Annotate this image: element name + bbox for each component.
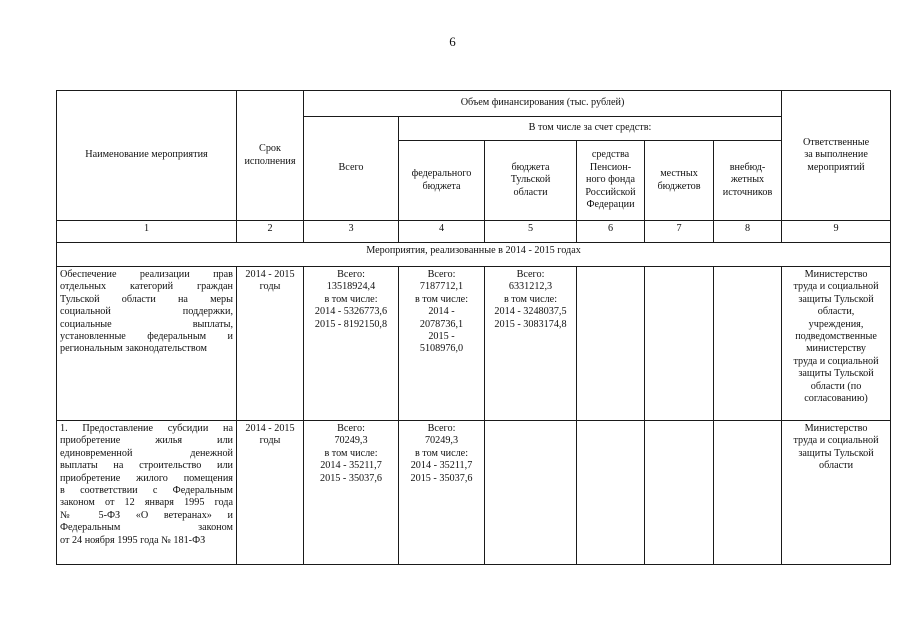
header-pension: средства Пенсион- ного фонда Российской Федерации xyxy=(577,141,645,221)
row-term: 2014 - 2015 годы xyxy=(237,421,304,565)
column-number: 4 xyxy=(399,221,485,243)
financing-table xyxy=(56,90,891,565)
row-extra xyxy=(714,267,782,421)
row-total: Всего: 13518924,4 в том числе: 2014 - 5326773,6 2015 - 8192150,8 xyxy=(304,267,399,421)
row-federal: Всего: 7187712,1 в том числе: 2014 - 2078736,1 2015 - 5108976,0 xyxy=(399,267,485,421)
row-name: 1. Предоставление субсидии на приобретение жилья или единовременной денежной выплаты на строительство или приобретение жилого помещения в соответствии с Федеральным законом от 12 января 1995 года № 5-ФЗ «О ветеранах» и Федеральным законом от 24 ноября 1995 года № 181-ФЗ xyxy=(57,421,237,565)
row-term: 2014 - 2015 годы xyxy=(237,267,304,421)
header-responsible: Ответственные за выполнение мероприятий xyxy=(782,91,891,221)
column-number: 3 xyxy=(304,221,399,243)
row-total: Всего: 70249,3 в том числе: 2014 - 35211,7 2015 - 35037,6 xyxy=(304,421,399,565)
column-number: 1 xyxy=(57,221,237,243)
table-row xyxy=(57,267,891,421)
row-local xyxy=(645,421,714,565)
header-extra: внебюд- жетных источников xyxy=(714,141,782,221)
page-number: 6 xyxy=(449,34,456,49)
column-number: 9 xyxy=(782,221,891,243)
row-pension xyxy=(577,421,645,565)
row-pension xyxy=(577,267,645,421)
row-extra xyxy=(714,421,782,565)
column-number: 7 xyxy=(645,221,714,243)
row-regional: Всего: 6331212,3 в том числе: 2014 - 3248037,5 2015 - 3083174,8 xyxy=(485,267,577,421)
row-responsible: Министерство труда и социальной защиты Тульской области, учреждения, подведомственные министерству труда и социальной защиты Тульской области (по согласованию) xyxy=(782,267,891,421)
row-responsible: Министерство труда и социальной защиты Тульской области xyxy=(782,421,891,565)
header-including: В том числе за счет средств: xyxy=(399,117,782,141)
column-number: 5 xyxy=(485,221,577,243)
column-number: 6 xyxy=(577,221,645,243)
row-federal: Всего: 70249,3 в том числе: 2014 - 35211,7 2015 - 35037,6 xyxy=(399,421,485,565)
row-name: Обеспечение реализации прав отдельных категорий граждан Тульской области на меры социальной поддержки, социальные выплаты, установленные федеральным и региональным законодательством xyxy=(57,267,237,421)
section-row xyxy=(57,243,891,267)
header-regional: бюджета Тульской области xyxy=(485,141,577,221)
row-regional xyxy=(485,421,577,565)
row-local xyxy=(645,267,714,421)
column-number: 2 xyxy=(237,221,304,243)
header-name: Наименование мероприятия xyxy=(57,91,237,221)
header-total: Всего xyxy=(304,117,399,221)
column-numbers-row xyxy=(57,221,891,243)
header-funding: Объем финансирования (тыс. рублей) xyxy=(304,91,782,117)
section-title: Мероприятия, реализованные в 2014 - 2015 годах xyxy=(57,243,891,267)
table-row xyxy=(57,421,891,565)
header-term: Срок исполнения xyxy=(237,91,304,221)
header-local: местных бюджетов xyxy=(645,141,714,221)
header-federal: федерального бюджета xyxy=(399,141,485,221)
column-number: 8 xyxy=(714,221,782,243)
